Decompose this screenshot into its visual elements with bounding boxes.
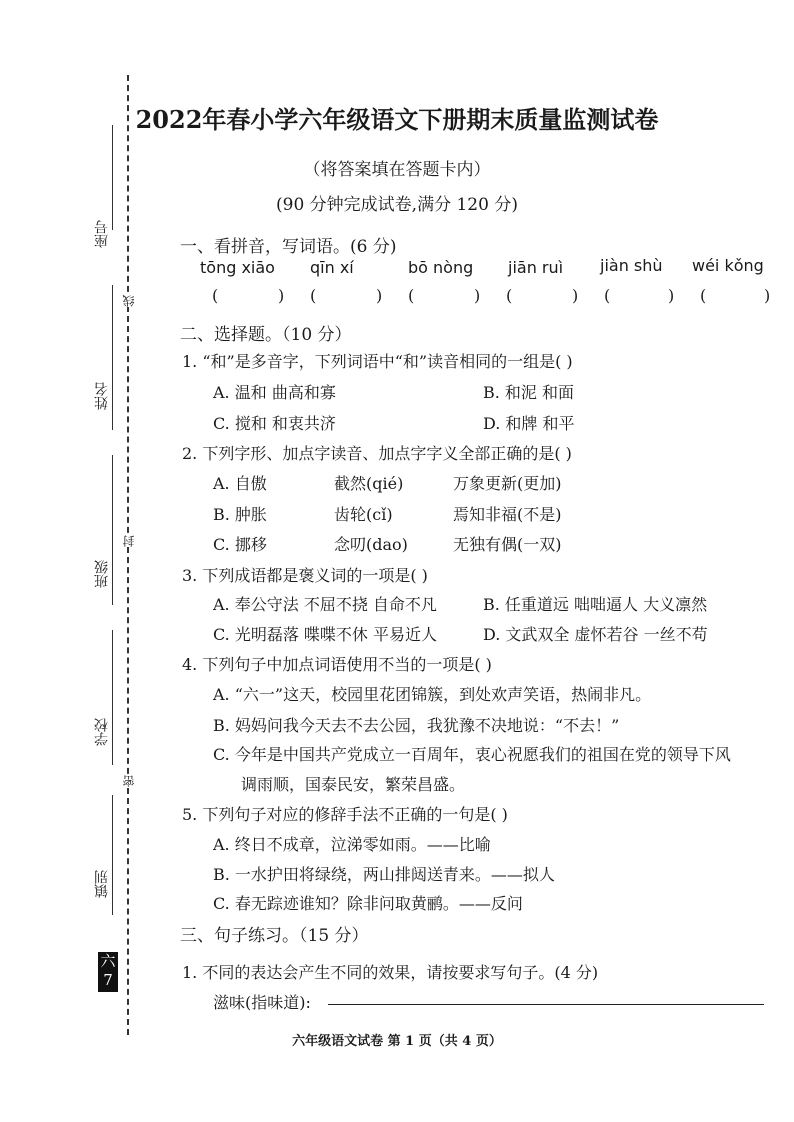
q5-stem: 5. 下列句子对应的修辞手法不正确的一句是( ) xyxy=(182,805,508,824)
section2-heading: 二、选择题。（10 分） xyxy=(180,325,352,345)
exam-subtitle-time: (90 分钟完成试卷,满分 120 分) xyxy=(276,195,518,215)
q3-stem: 3. 下列成语都是褒义词的一项是( ) xyxy=(182,566,428,585)
q2-option-a-word: A. 自傲 xyxy=(213,474,267,493)
answer-box-4-open: ( xyxy=(506,286,513,305)
s3-q1-stem: 1. 不同的表达会产生不同的效果，请按要求写句子。(4 分) xyxy=(182,963,599,982)
q5-option-b: B. 一水护田将绿绕，两山排闼送青来。——拟人 xyxy=(213,865,555,884)
s3-q1-answer-line[interactable] xyxy=(328,1004,764,1005)
school-label: 学校 xyxy=(94,718,110,746)
q2-option-c-reading: 念叨(dao) xyxy=(334,535,408,554)
q1-stem: 1. “和”是多音字，下列词语中“和”读音相同的一组是( ) xyxy=(182,352,573,371)
q1-option-c: C. 搅和 和衷共济 xyxy=(213,414,336,433)
answer-box-3-open: ( xyxy=(408,286,415,305)
q3-option-d: D. 文武双全 虚怀若谷 一丝不苟 xyxy=(483,625,708,644)
name-write-line xyxy=(112,285,113,430)
class-write-line xyxy=(112,455,113,605)
section1-heading: 一、看拼音，写词语。(6 分) xyxy=(180,237,397,257)
answer-box-1-close: ) xyxy=(278,286,285,305)
pinyin-2: qīn xí xyxy=(310,258,354,277)
q1-option-b: B. 和泥 和面 xyxy=(483,383,575,402)
answer-box-6-close: ) xyxy=(764,286,771,305)
grade-box xyxy=(98,952,118,992)
class-label: 班级 xyxy=(94,560,110,588)
page-footer: 六年级语文试卷 第 1 页（共 4 页） xyxy=(292,1034,502,1049)
q3-option-c: C. 光明磊落 喋喋不休 平易近人 xyxy=(213,625,438,644)
q3-option-a: A. 奉公守法 不屈不挠 自命不凡 xyxy=(213,595,437,614)
answer-box-2-close: ) xyxy=(376,286,383,305)
grade-box-top: 六 xyxy=(100,952,116,970)
answer-box-6-open: ( xyxy=(700,286,707,305)
q1-option-a: A. 温和 曲高和寡 xyxy=(213,383,336,402)
answer-box-1-open: ( xyxy=(212,286,219,305)
q4-option-a: A. “六一”这天，校园里花团锦簇，到处欢声笑语，热闹非凡。 xyxy=(213,685,652,704)
answer-box-5-open: ( xyxy=(604,286,611,305)
q2-option-b-word: B. 肿胀 xyxy=(213,505,267,524)
answer-box-5-close: ) xyxy=(668,286,675,305)
seal-feng: 封 xyxy=(122,535,136,547)
pinyin-6: wéi kǒng xyxy=(692,256,764,275)
q4-option-c-line1: C. 今年是中国共产党成立一百周年，衷心祝愿我们的祖国在党的领导下风 xyxy=(213,745,731,764)
name-label: 姓名 xyxy=(94,382,110,410)
pinyin-4: jiān ruì xyxy=(508,258,564,277)
seal-mi: 密 xyxy=(122,775,136,787)
q2-option-c-word: C. 挪移 xyxy=(213,535,267,554)
answer-box-3-close: ) xyxy=(474,286,481,305)
q5-option-c: C. 春无踪迹谁知？除非问取黄鹂。——反问 xyxy=(213,894,523,913)
answer-box-4-close: ) xyxy=(572,286,579,305)
q2-option-b-reading: 齿轮(cǐ) xyxy=(334,505,393,524)
exam-subtitle-instructions: （将答案填在答题卡内） xyxy=(303,160,491,180)
pinyin-3: bō nòng xyxy=(408,258,474,277)
q3-option-b: B. 任重道远 咄咄逼人 大义凛然 xyxy=(483,595,708,614)
s3-q1-prompt: 滋味(指味道): xyxy=(213,993,311,1012)
binding-dashed-line xyxy=(127,75,129,1035)
seat-label: 座号 xyxy=(94,220,110,248)
seal-xian: 线 xyxy=(122,295,136,307)
q2-stem: 2. 下列字形、加点字读音、加点字字义全部正确的是( ) xyxy=(182,444,572,463)
q4-option-b: B. 妈妈问我今天去不去公园，我犹豫不决地说：“不去！” xyxy=(213,716,620,735)
town-label: 镇别 xyxy=(94,870,110,898)
q2-option-a-reading: 截然(qié) xyxy=(334,474,404,493)
section3-heading: 三、句子练习。（15 分） xyxy=(180,926,369,946)
answer-box-2-open: ( xyxy=(310,286,317,305)
school-write-line xyxy=(112,630,113,765)
pinyin-1: tōng xiāo xyxy=(200,258,275,277)
q5-option-a: A. 终日不成章，泣涕零如雨。——比喻 xyxy=(213,835,491,854)
q2-option-c-meaning: 无独有偶(一双) xyxy=(453,535,562,554)
grade-box-bottom: 7 xyxy=(103,971,113,989)
town-write-line xyxy=(112,795,113,915)
q4-stem: 4. 下列句子中加点词语使用不当的一项是( ) xyxy=(182,655,492,674)
q1-option-d: D. 和牌 和平 xyxy=(483,414,575,433)
q4-option-c-line2: 调雨顺，国泰民安，繁荣昌盛。 xyxy=(241,775,466,794)
q2-option-a-meaning: 万象更新(更加) xyxy=(453,474,562,493)
pinyin-5: jiàn shù xyxy=(600,256,663,275)
q2-option-b-meaning: 焉知非福(不是) xyxy=(453,505,562,524)
exam-title: 2022年春小学六年级语文下册期末质量监测试卷 xyxy=(135,105,659,134)
